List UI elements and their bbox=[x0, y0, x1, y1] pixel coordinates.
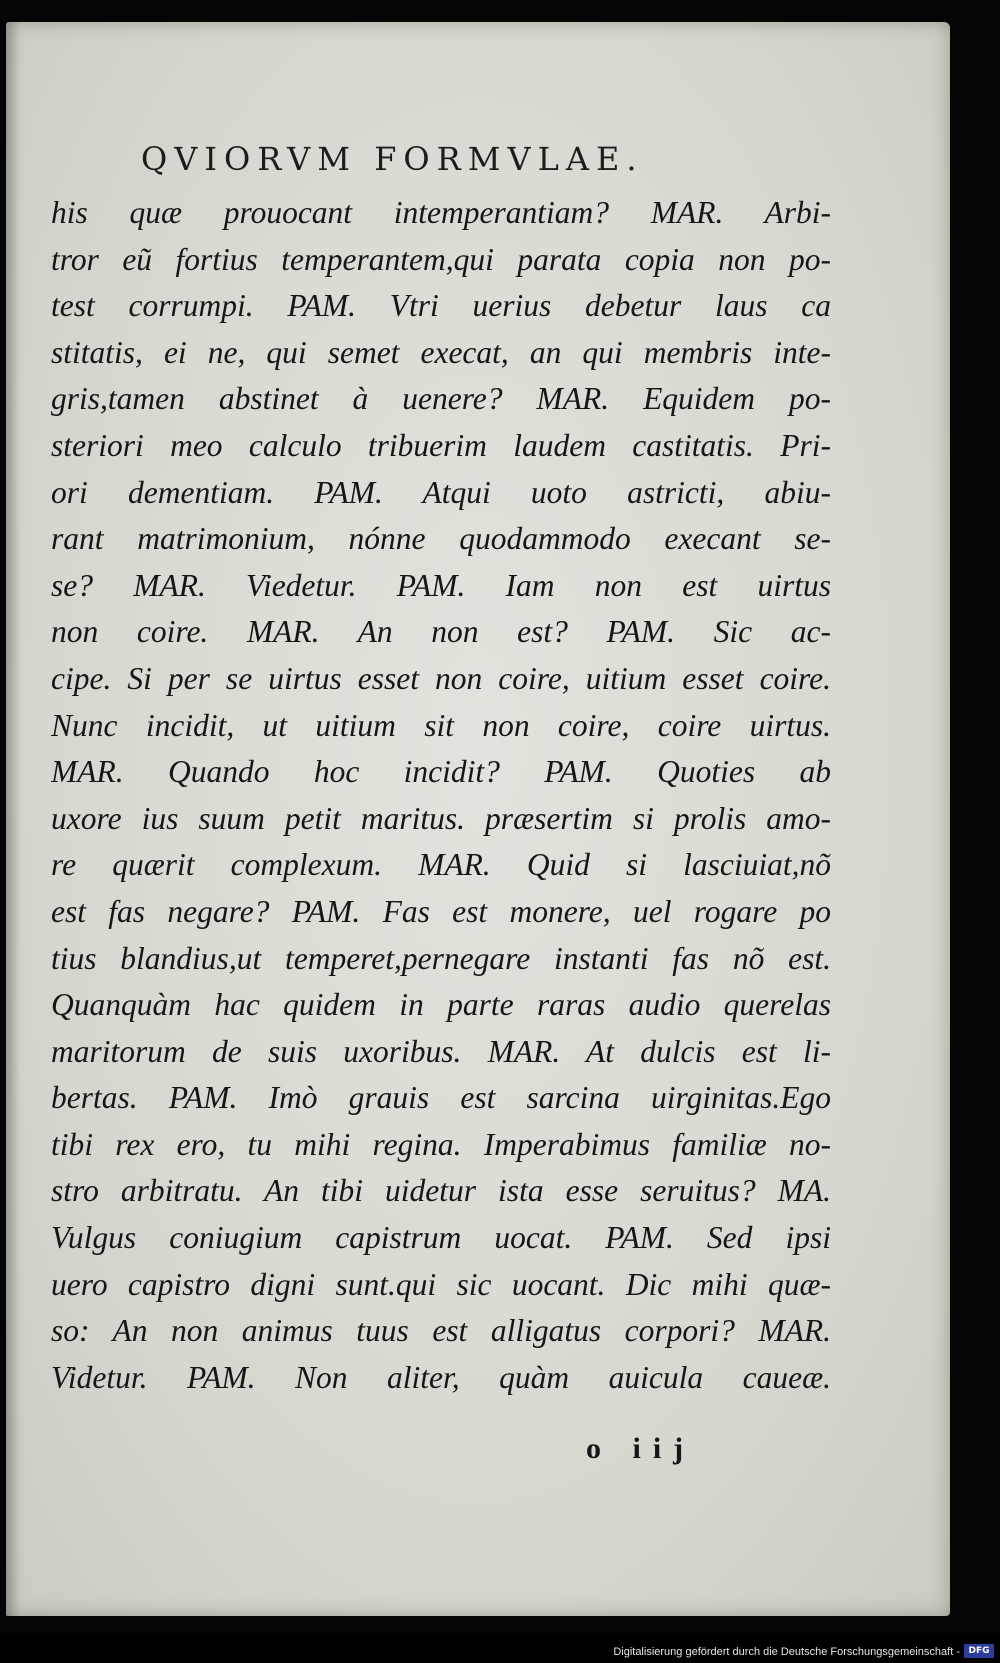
footer-strip bbox=[0, 1633, 1000, 1663]
text-line: re quærit complexum. MAR. Quid si lasciuiat,nõ bbox=[51, 847, 831, 883]
text-line: Vulgus coniugium capistrum uocat. PAM. Sed ipsi bbox=[51, 1220, 831, 1256]
book-page bbox=[6, 22, 950, 1616]
text-line: gris,tamen abstinet à uenere? MAR. Equidem po- bbox=[51, 381, 831, 417]
text-line: uero capistro digni sunt.qui sic uocant. Dic mihi quæ- bbox=[51, 1266, 831, 1302]
funding-credit: Digitalisierung gefördert durch die Deutsche Forschungsgemeinschaft - bbox=[613, 1646, 960, 1658]
text-line: his quæ prouocant intemperantiam? MAR. Arbi- bbox=[51, 195, 831, 230]
text-line: tius blandius,ut temperet,pernegare instanti fas nõ est. bbox=[51, 940, 831, 976]
text-line: stitatis, ei ne, qui semet execat, an qui membris inte- bbox=[51, 334, 831, 370]
text-line: rant matrimonium, nónne quodammodo execant se- bbox=[51, 521, 831, 557]
text-line: tror eũ fortius temperantem,qui parata copia non po- bbox=[51, 241, 831, 277]
text-line: est fas negare? PAM. Fas est monere, uel rogare po bbox=[51, 893, 831, 929]
text-line: maritorum de suis uxoribus. MAR. At dulcis est li- bbox=[51, 1033, 831, 1069]
text-line: Quanquàm hac quidem in parte raras audio querelas bbox=[51, 987, 831, 1023]
text-line: Nunc incidit, ut uitium sit non coire, coire uirtus. bbox=[51, 707, 831, 743]
text-line: so: An non animus tuus est alligatus corpori? MAR. bbox=[51, 1313, 831, 1349]
text-line: ori dementiam. PAM. Atqui uoto astricti, abiu- bbox=[51, 474, 831, 510]
running-head: QVIORVM FORMVLAE. bbox=[141, 140, 644, 178]
signature-mark: o iij bbox=[586, 1432, 696, 1465]
text-line: MAR. Quando hoc incidit? PAM. Quoties ab bbox=[51, 754, 831, 790]
text-line: non coire. MAR. An non est? PAM. Sic ac- bbox=[51, 614, 831, 650]
page-edge-shadow bbox=[6, 22, 20, 1616]
text-line: cipe. Si per se uirtus esset non coire, uitium esset coire. bbox=[51, 660, 831, 696]
text-line: test corrumpi. PAM. Vtri uerius debetur laus ca bbox=[51, 288, 831, 324]
text-line: stro arbitratu. An tibi uidetur ista esse seruitus? MA. bbox=[51, 1173, 831, 1209]
text-line: bertas. PAM. Imò grauis est sarcina uirginitas.Ego bbox=[51, 1080, 831, 1116]
text-line: tibi rex ero, tu mihi regina. Imperabimus familiæ no- bbox=[51, 1126, 831, 1162]
text-line: se? MAR. Viedetur. PAM. Iam non est uirtus bbox=[51, 567, 831, 603]
text-line: steriori meo calculo tribuerim laudem castitatis. Pri- bbox=[51, 427, 831, 463]
dfg-logo: DFG bbox=[964, 1644, 994, 1658]
text-line: uxore ius suum petit maritus. præsertim si prolis amo- bbox=[51, 800, 831, 836]
text-line: Videtur. PAM. Non aliter, quàm auicula caueæ. bbox=[51, 1359, 831, 1395]
page-body-text bbox=[51, 190, 831, 1401]
